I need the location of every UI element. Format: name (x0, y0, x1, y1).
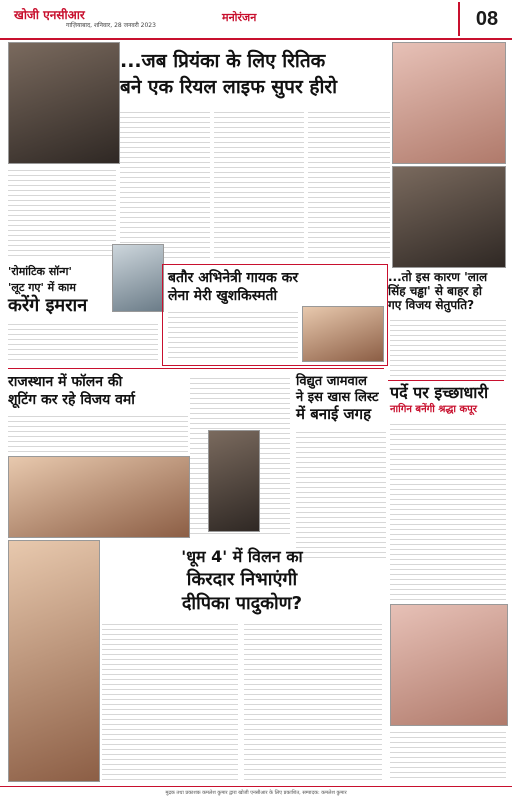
singer-headline-line2: लेना मेरी खुशकिस्मती (168, 288, 278, 304)
dateline: गाज़ियाबाद, शनिवार, 28 जनवरी 2023 (66, 22, 156, 29)
hrithik-photo (8, 42, 120, 164)
vijay-varma-photo (8, 456, 190, 538)
lead-headline-line1: ...जब प्रियंका के लिए रितिक (120, 50, 326, 72)
brand-title: खोजी एनसीआर (14, 8, 85, 22)
shraddha-divider (388, 380, 504, 381)
lead-body-col0 (8, 166, 116, 258)
shraddha-photo (390, 604, 508, 726)
section-title: मनोरंजन (222, 11, 257, 24)
priyanka-photo (392, 42, 506, 164)
deepika-body-col2 (244, 620, 382, 780)
deepika-photo (8, 540, 100, 782)
vidyut-headline-line1: विद्युत जामवाल (296, 374, 367, 389)
lead-body-col3 (308, 108, 390, 258)
vidyut-headline-line3: में बनाई जगह (296, 405, 372, 423)
vijay-sethupathi-photo (392, 166, 506, 268)
deepika-headline-line1: 'धूम 4' में विलन का (181, 547, 303, 566)
lead-body-col1 (120, 108, 210, 258)
rajasthan-headline-line1: राजस्थान में फॉलन की (8, 374, 123, 390)
singer-body (168, 308, 298, 360)
vidyut-headline-line2: ने इस खास लिस्ट (296, 390, 379, 405)
vijay-body (390, 316, 506, 376)
vijay-headline-line1: ...तो इस कारण 'लाल (388, 270, 488, 284)
shraddha-headline-line1: पर्दे पर इच्छाधारी (390, 383, 489, 402)
vijay-headline-line2: सिंह चड्ढा' से बाहर हो (388, 284, 483, 298)
emraan-headline: करेंगे इमरान (8, 295, 88, 316)
rajasthan-headline-line2: शूटिंग कर रहे विजय वर्मा (8, 392, 135, 408)
deepika-headline-line2: किरदार निभाएंगी (186, 569, 298, 590)
emraan-kicker: 'रोमांटिक सॉन्ग' (8, 265, 72, 278)
singer-photo (302, 306, 384, 362)
emraan-kicker2: 'लूट गए' में काम (8, 281, 76, 294)
vidyut-body (296, 428, 386, 558)
deepika-headline-line3: दीपिका पादुकोण? (181, 593, 303, 614)
vijay-headline-line3: गए विजय सेतुपति? (388, 298, 475, 312)
emraan-body (8, 320, 158, 360)
page-number: 08 (458, 2, 512, 36)
rajasthan-body (8, 412, 188, 452)
shraddha-headline-line2: नागिन बनेंगी श्रद्धा कपूर (390, 404, 477, 415)
lead-headline-line2: बने एक रियल लाइफ सुपर हीरो (120, 76, 338, 98)
section-divider (8, 368, 384, 369)
footer-imprint: मुद्रक तथा प्रकाशक कमलेश कुमार द्वारा खोजी एनसीआर के लिए प्रकाशित, सम्पादक: कमलेश कुमार (0, 786, 512, 801)
shraddha-body (390, 420, 506, 600)
singer-headline-line1: बतौर अभिनेत्री गायक कर (168, 270, 299, 286)
shraddha-body-tail (390, 728, 506, 780)
deepika-body-col1 (102, 620, 238, 780)
vidyut-photo (208, 430, 260, 532)
lead-body-col2 (214, 108, 304, 258)
